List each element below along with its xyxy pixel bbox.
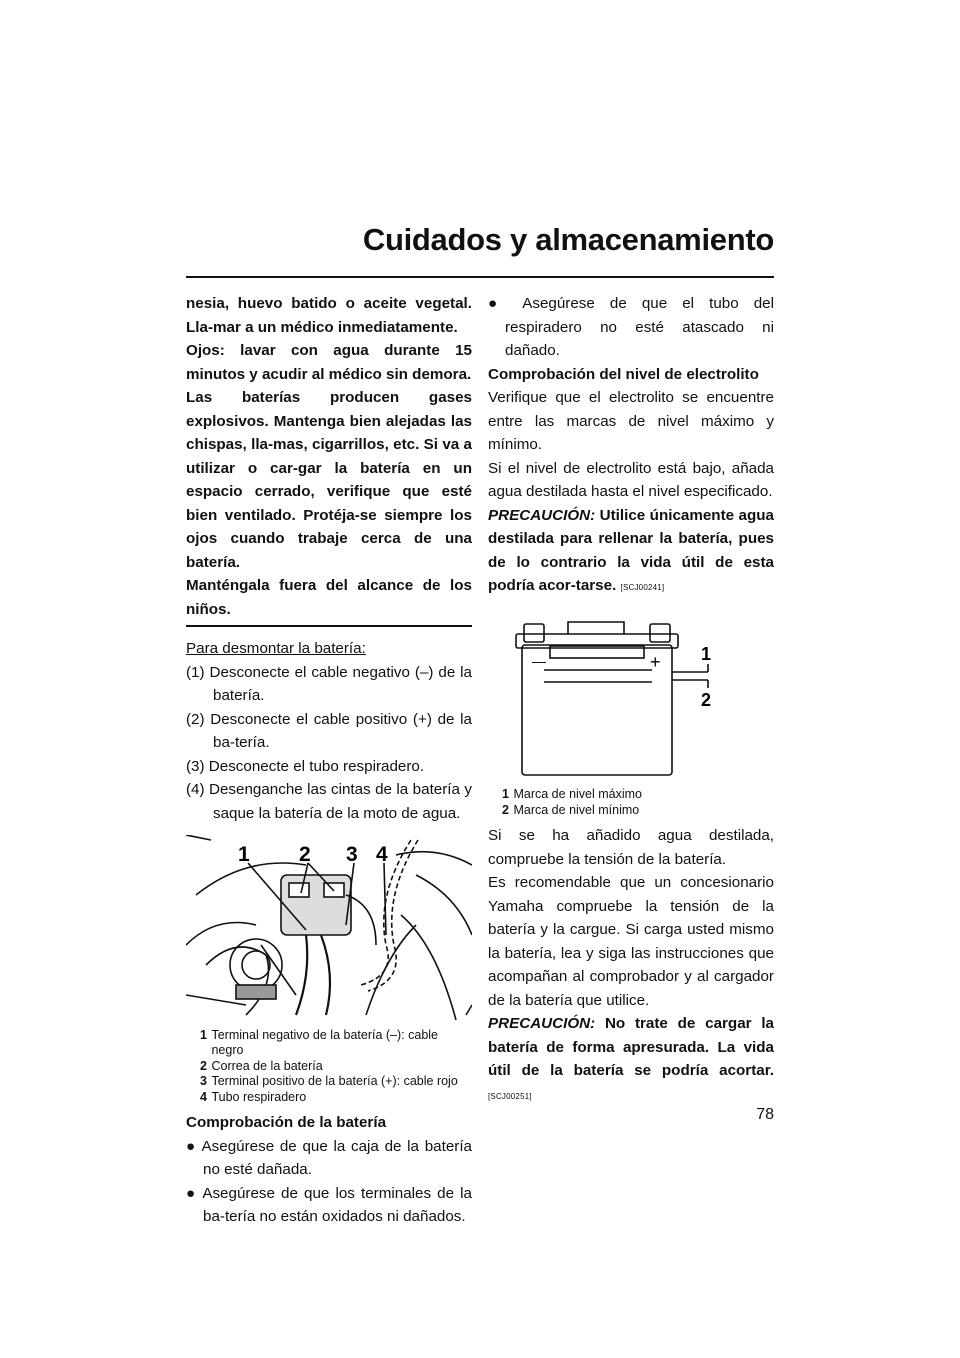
caption-number: 1 <box>200 1027 207 1042</box>
fig-label: 4 <box>376 843 388 866</box>
remove-title: Para desmontar la batería: <box>186 640 366 657</box>
warning-line: nesia, huevo batido o aceite vegetal. Lla-mar a un médico inmediatamente. <box>186 295 472 336</box>
caption-text: Terminal negativo de la batería (–): cable negro <box>211 1027 438 1057</box>
caption-number: 1 <box>502 787 509 801</box>
battery-level-figure <box>488 610 774 788</box>
bullet-icon: ● <box>186 1137 202 1155</box>
reference-code: [SCJ00241] <box>620 583 665 592</box>
list-item: ● Asegúrese de que la caja de la batería no esté dañada. <box>186 1137 472 1178</box>
plus-mark: + <box>650 651 661 672</box>
bullet-icon: ● <box>186 1184 203 1202</box>
warning-line: Las baterías producen gases explosivos. Mantenga bien alejadas las chispas, lla-mas, cigarrillos, etc. Si va a utilizar o car-gar la batería en un espacio cerrado, verifique que esté bien ventilado. Protéja-se siempre los ojos cuando trabaje cerca de una batería. <box>186 389 472 571</box>
fig-label: 3 <box>346 843 358 866</box>
caption-number: 2 <box>200 1058 207 1073</box>
paragraph: Si se ha añadido agua destilada, compruebe la tensión de la batería. <box>488 827 774 868</box>
caution-paragraph: PRECAUCIÓN: Utilice únicamente agua destilada para rellenar la batería, pues de lo contrario la vida útil de esta podría acor-tarse. [SCJ00241] <box>488 506 774 594</box>
page-number: 78 <box>756 1106 774 1123</box>
list-item: ● Asegúrese de que los terminales de la ba-tería no están oxidados ni dañados. <box>186 1184 472 1225</box>
figure-caption <box>200 1028 472 1106</box>
figure-caption <box>502 787 774 818</box>
battery-level-illustration <box>488 610 774 780</box>
caution-label: PRECAUCIÓN: <box>488 1015 596 1032</box>
list-item: ● Asegúrese de que el tubo del respiradero no esté atascado ni dañado. <box>488 295 774 359</box>
paragraph: Si el nivel de electrolito está bajo, añada agua destilada hasta el nivel especificado. <box>488 459 774 500</box>
section-heading: Comprobación del nivel de electrolito <box>488 365 759 383</box>
fig-label: 2 <box>299 843 311 866</box>
section-heading: Comprobación de la batería <box>186 1114 387 1131</box>
caption-text: Marca de nivel mínimo <box>513 802 640 817</box>
step-item: (2) Desconecte el cable positivo (+) de la ba-tería. <box>186 710 472 751</box>
battery-photo-figure <box>186 835 472 1028</box>
caution-paragraph: PRECAUCIÓN: No trate de cargar la batería de forma apresurada. La vida útil de la batería se podría acortar. [SCJ00251] <box>488 1015 774 1101</box>
step-item: (4) Desenganche las cintas de la batería y saque la batería de la moto de agua. <box>186 781 472 822</box>
caption-text: Marca de nivel máximo <box>513 787 642 801</box>
warning-line: Ojos: lavar con agua durante 15 minutos y acudir al médico sin demora. <box>186 342 472 383</box>
bullet-icon: ● <box>488 295 523 312</box>
paragraph: Verifique que el electrolito se encuentre entre las marcas de nivel máximo y mínimo. <box>488 389 774 453</box>
paragraph: Es recomendable que un concesionario Yamaha compruebe la tensión de la batería y la cargue. Si carga usted mismo la batería, lea y siga las instrucciones que acompañan al comprobador y al cargador de la batería que utilice. <box>488 874 774 1009</box>
battery-photo-illustration <box>186 835 472 1020</box>
step-item: (1) Desconecte el cable negativo (–) de la batería. <box>186 663 472 704</box>
fig-label: 1 <box>701 643 712 664</box>
step-item: (3) Desconecte el tubo respiradero. <box>186 757 425 775</box>
fig-label: 2 <box>701 689 712 710</box>
caution-label: PRECAUCIÓN: <box>488 506 596 524</box>
caption-text: Tubo respiradero <box>211 1089 307 1104</box>
header-rule <box>186 276 774 278</box>
caption-number: 4 <box>200 1089 207 1104</box>
caption-number: 3 <box>200 1074 207 1088</box>
right-column <box>488 292 774 1108</box>
page-title: Cuidados y almacenamiento <box>362 222 774 257</box>
warning-line: Manténgala fuera del alcance de los niños. <box>186 577 472 618</box>
minus-mark: — <box>532 652 546 669</box>
fig-label: 1 <box>238 843 250 866</box>
caption-text: Terminal positivo de la batería (+): cable rojo <box>211 1074 458 1088</box>
warning-block <box>186 292 472 627</box>
reference-code: [SCJ00251] <box>488 1091 532 1101</box>
left-column <box>186 292 472 1229</box>
caption-text: Correa de la batería <box>211 1058 323 1073</box>
caption-number: 2 <box>502 802 509 817</box>
